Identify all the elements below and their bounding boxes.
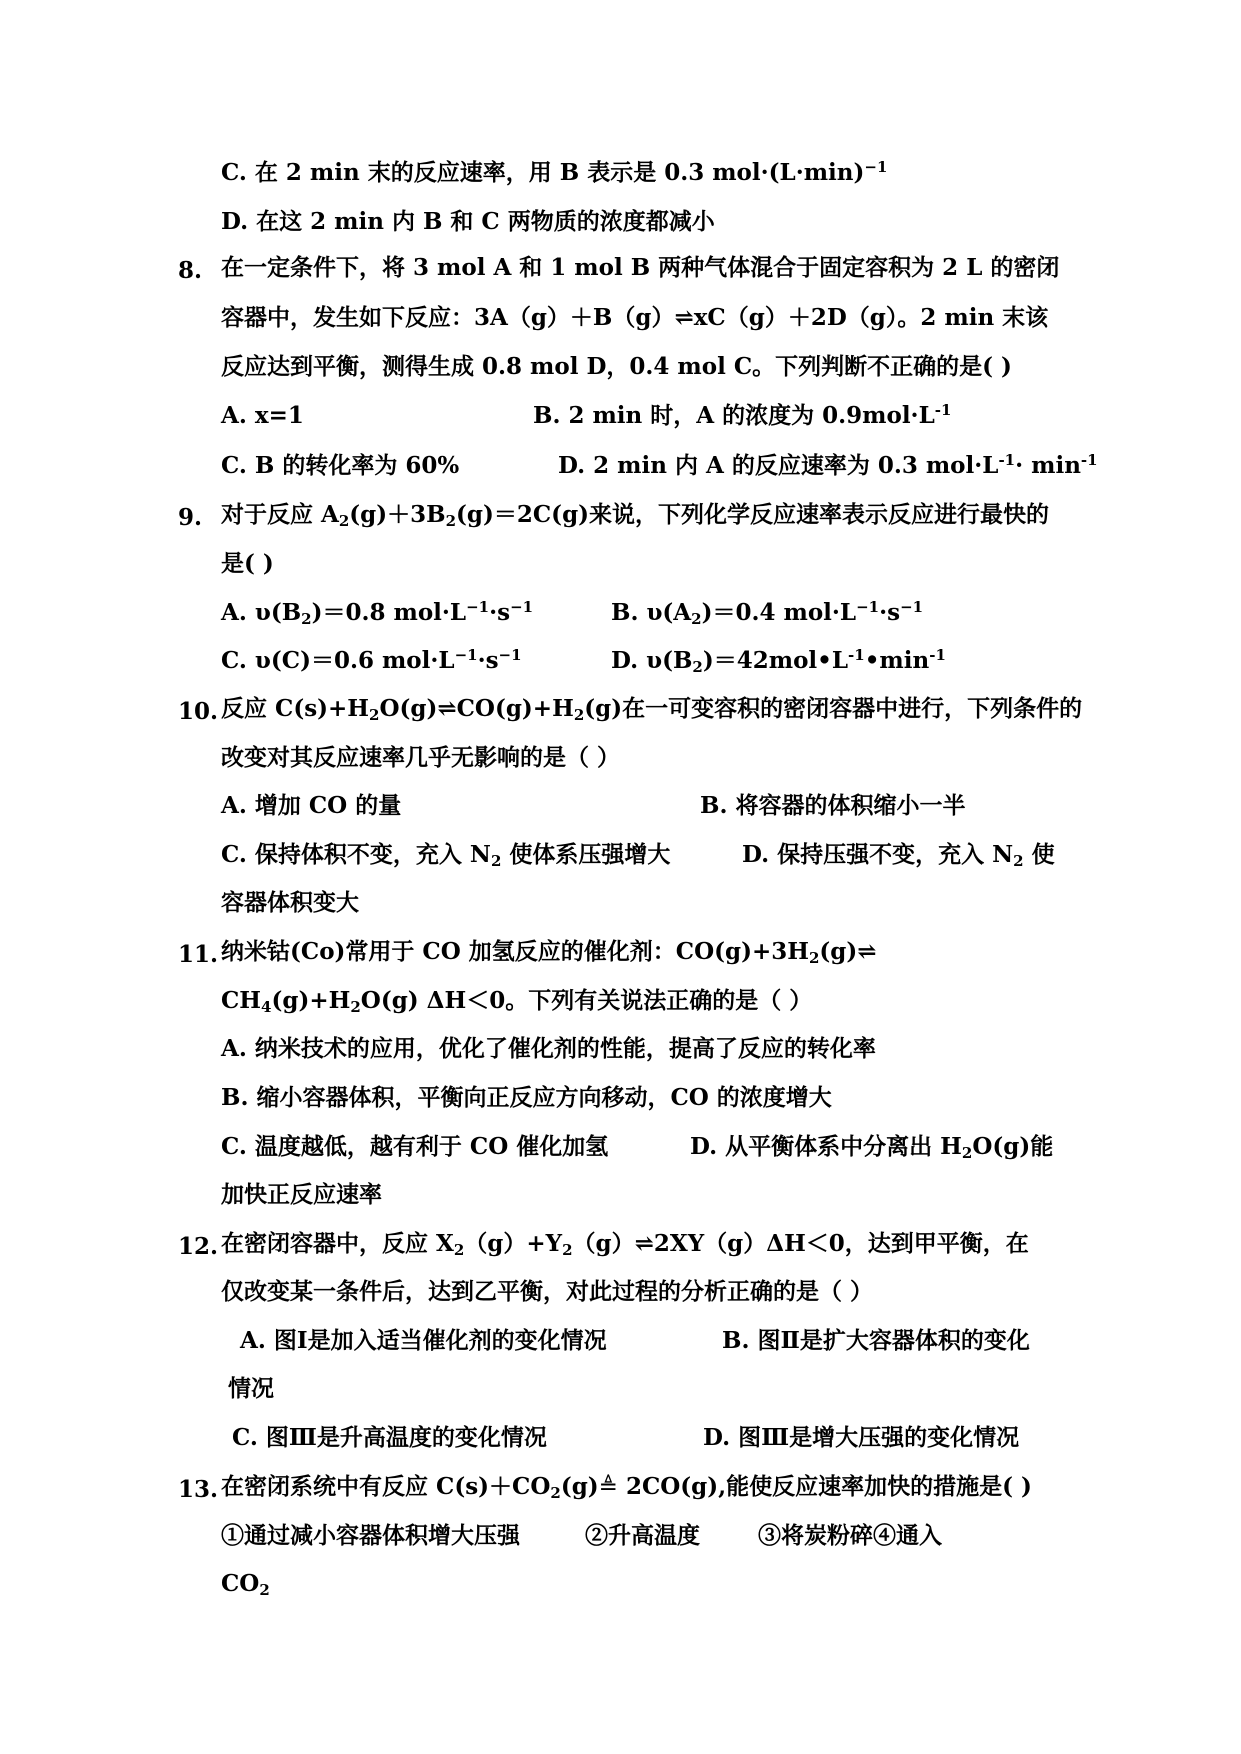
q7-option-d: D. 在这 2 min 内 B 和 C 两物质的浓度都减小 (221, 208, 715, 235)
q12-stem-line1: 在密闭容器中，反应 $X_2(g)+Y_2(g)\rightleftharpoons 2XY(g)\Delta H<0$，达到甲平衡，在 (221, 1230, 1029, 1259)
q13-measure-1: ①通过减小容器体积增大压强 (221, 1522, 520, 1549)
q9-stem-line1: 对于反应 $A_2(g)+3B_2(g)=2C(g)$来说，下列化学反应速率表示反应进行最快的 (221, 501, 1050, 530)
q12-stem-line2: 仅改变某一条件后，达到乙平衡，对此过程的分析正确的是（ ） (221, 1278, 874, 1305)
q13-number: 13. (178, 1476, 219, 1503)
q8-stem-line1: 在一定条件下，将 3 mol A 和 1 mol B 两种气体混合于固定容积为 2 L 的密闭 (221, 254, 1060, 281)
q9-option-b: B. $\upsilon(A_2)=0.4$ $mol\cdot L^{-1}\cdot s^{-1}$ (611, 598, 924, 628)
q10-option-c: C. 保持体积不变，充入 $N_2$ 使体系压强增大 (221, 841, 671, 870)
q12-option-a: A. 图Ⅰ是加入适当催化剂的变化情况 (240, 1327, 607, 1354)
q11-stem-line1: 纳米钴(Co)常用于 CO 加氢反应的催化剂：$CO(g)+3H_2(g)\rightleftharpoons$ (221, 938, 877, 967)
q11-option-d-continued: 加快正反应速率 (221, 1181, 382, 1208)
q7-option-c: C. 在 2 min 末的反应速率，用 B 表示是 0.3 $mol\cdot(L\cdot\min)^{-1}$ (221, 158, 888, 186)
q11-option-c: C. 温度越低，越有利于 CO 催化加氢 (221, 1133, 609, 1160)
q13-measure-3-4: ③将炭粉碎④通入 (758, 1522, 942, 1549)
q11-number: 11. (178, 941, 219, 968)
q8-stem-line3: 反应达到平衡，测得生成 0.8 mol D，0.4 mol C。下列判断不正确的是( ) (221, 353, 1012, 380)
q8-option-d: D. 2 min 内 A 的反应速率为 0.3 $mol\cdot L^{-1}\cdot \min^{-1}$ (558, 451, 1098, 479)
q10-option-d-continued: 容器体积变大 (221, 889, 359, 916)
q11-stem-line2: $CH_4(g)+H_2O(g)$ ΔH＜0。下列有关说法正确的是（ ） (221, 987, 813, 1016)
q8-number: 8. (178, 257, 203, 284)
q10-option-b: B. 将容器的体积缩小一半 (700, 792, 966, 819)
q12-option-b-continued: 情况 (228, 1375, 274, 1402)
q11-option-d: D. 从平衡体系中分离出 $H_2O(g)$能 (690, 1133, 1054, 1162)
q10-option-d: D. 保持压强不变，充入 $N_2$ 使 (742, 841, 1055, 870)
q11-option-a: A. 纳米技术的应用，优化了催化剂的性能，提高了反应的转化率 (221, 1035, 876, 1062)
q11-option-b: B. 缩小容器体积，平衡向正反应方向移动，CO 的浓度增大 (221, 1084, 832, 1111)
q12-option-c: C. 图Ⅲ是升高温度的变化情况 (232, 1424, 547, 1451)
q9-stem-line2: 是( ) (221, 550, 274, 577)
q12-number: 12. (178, 1233, 219, 1260)
q10-option-a: A. 增加 CO 的量 (221, 792, 402, 819)
q10-number: 10. (178, 698, 219, 725)
q10-stem-line2: 改变对其反应速率几乎无影响的是（ ） (221, 744, 621, 771)
reaction-arrow-icon: ≜ (598, 1474, 618, 1500)
q12-option-b: B. 图Ⅱ是扩大容器体积的变化 (722, 1327, 1030, 1354)
q10-stem-line1: 反应 $C(s)+H_2O(g)\rightleftharpoons CO(g)+H_2(g)$在一可变容积的密闭容器中进行，下列条件的 (221, 695, 1083, 724)
q8-option-a: A. x=1 (221, 402, 304, 429)
q9-option-a: A. $\upsilon(B_2)=0.8$ $mol\cdot L^{-1}\cdot s^{-1}$ (221, 598, 534, 628)
q8-option-b: B. 2 min 时，A 的浓度为 $0.9mol\cdot L^{-1}$ (533, 401, 952, 429)
q13-measure-2: ②升高温度 (585, 1522, 700, 1549)
q8-option-c: C. B 的转化率为 60% (221, 452, 460, 479)
q13-measure-4-continued: $CO_2$ (221, 1570, 270, 1599)
q9-number: 9. (178, 504, 203, 531)
q12-option-d: D. 图Ⅲ是增大压强的变化情况 (703, 1424, 1020, 1451)
q13-stem-line1: 在密闭系统中有反应 $C(s)+CO_2(g)≜$ 2CO(g),能使反应速率加快的措施是( ) (221, 1473, 1032, 1502)
q9-option-d: D. $\upsilon(B_2)=42mol•L^{-1}•\min^{-1}$ (611, 646, 946, 676)
q8-stem-line2: 容器中，发生如下反应：3A（g）＋B（g）⇌xC（g）＋2D（g）。2 min 末该 (221, 304, 1049, 331)
q9-option-c: C. υ(C)＝0.6 $mol\cdot L^{-1}\cdot s^{-1}$ (221, 646, 522, 674)
